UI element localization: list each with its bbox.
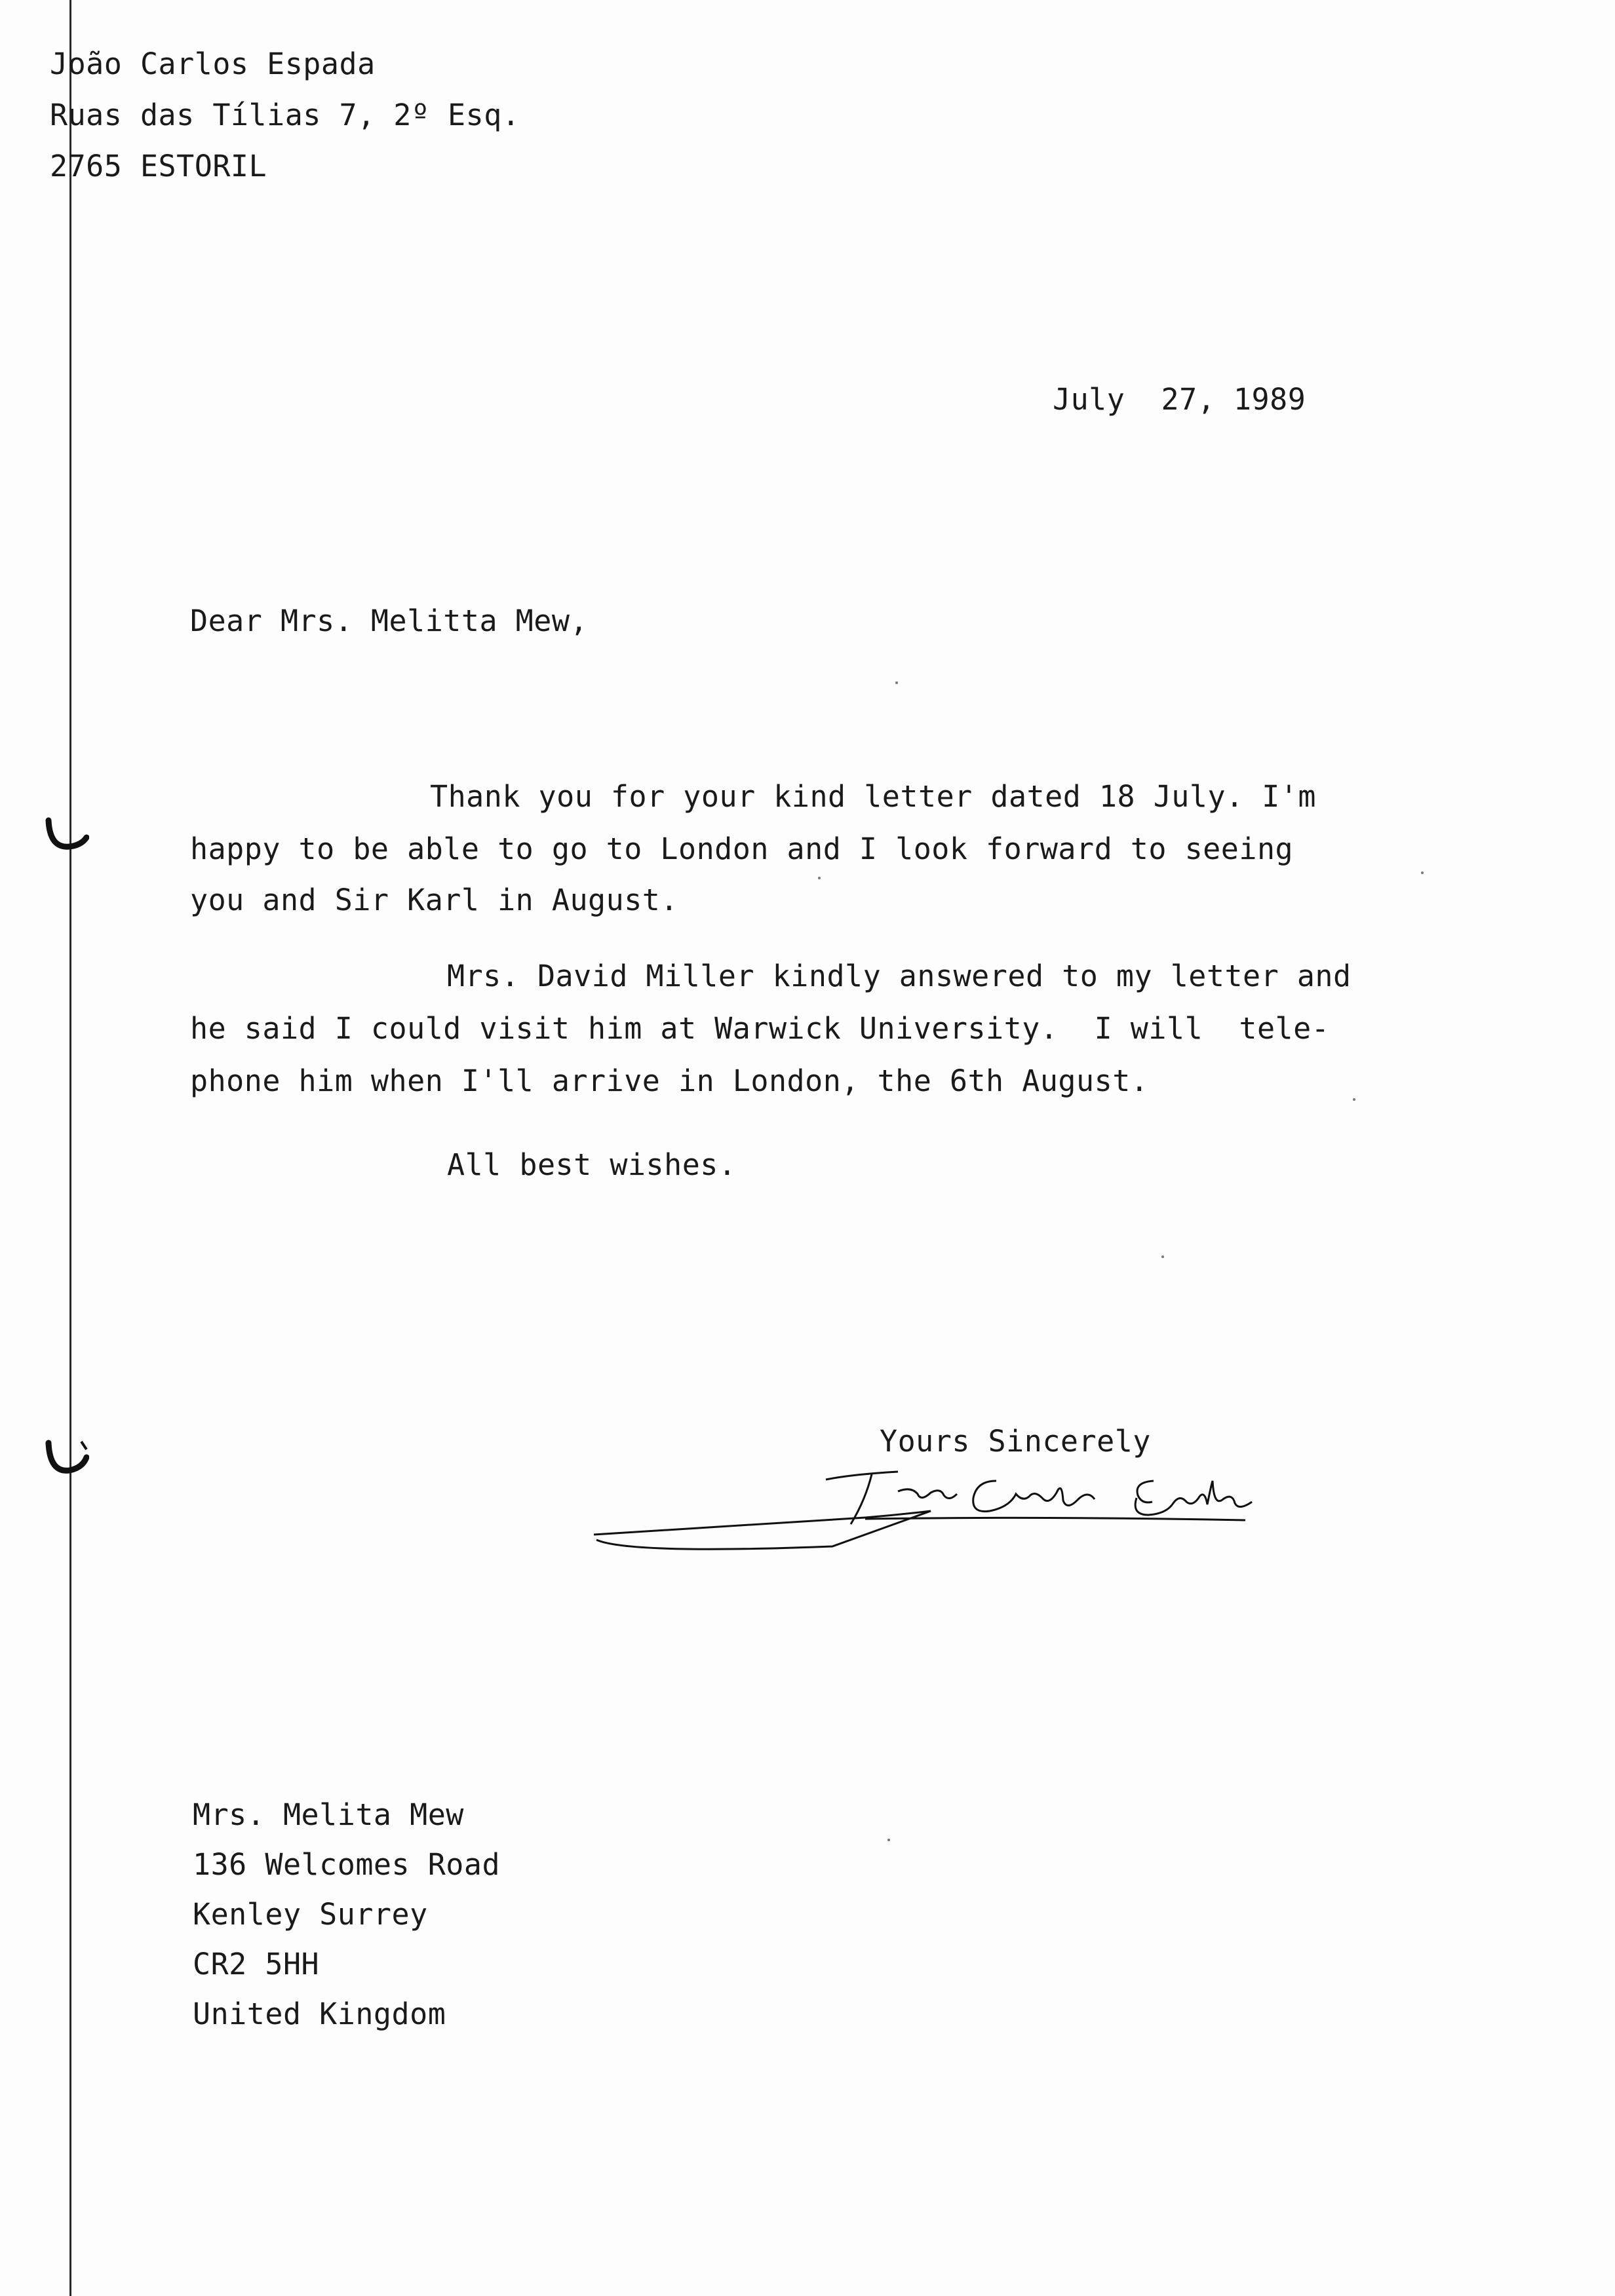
binding-edge-line bbox=[69, 0, 71, 2296]
recipient-country: United Kingdom bbox=[193, 1997, 446, 2031]
paper-speck bbox=[895, 681, 898, 684]
closing: Yours Sincerely bbox=[880, 1424, 1151, 1459]
body-paragraph-2-line: Mrs. David Miller kindly answered to my letter and bbox=[447, 959, 1352, 993]
paper-speck bbox=[1161, 1255, 1164, 1258]
punch-hole-mark-icon bbox=[43, 1435, 89, 1481]
paper-speck bbox=[1421, 871, 1424, 874]
recipient-street: 136 Welcomes Road bbox=[193, 1847, 501, 1882]
paper-speck bbox=[1353, 1098, 1355, 1101]
body-paragraph-2-line: phone him when I'll arrive in London, the 6th August. bbox=[190, 1063, 1149, 1098]
letter-date: July 27, 1989 bbox=[1053, 382, 1306, 417]
body-paragraph-1-line: happy to be able to go to London and I look forward to seeing bbox=[190, 832, 1294, 866]
sender-city: 2765 ESTORIL bbox=[50, 149, 267, 183]
handwritten-signature bbox=[590, 1461, 1311, 1559]
sender-street: Ruas das Tílias 7, 2º Esq. bbox=[50, 98, 520, 132]
sender-name: João Carlos Espada bbox=[50, 47, 376, 81]
body-paragraph-1-line: you and Sir Karl in August. bbox=[190, 883, 678, 917]
recipient-postcode: CR2 5HH bbox=[193, 1947, 320, 1981]
punch-hole-mark-icon bbox=[43, 813, 89, 858]
recipient-name: Mrs. Melita Mew bbox=[193, 1797, 464, 1832]
paper-speck bbox=[818, 877, 821, 879]
body-paragraph-3: All best wishes. bbox=[447, 1147, 737, 1182]
salutation: Dear Mrs. Melitta Mew, bbox=[190, 603, 589, 638]
body-paragraph-1-line: Thank you for your kind letter dated 18 July. I'm bbox=[430, 779, 1317, 814]
paper-speck bbox=[887, 1839, 890, 1841]
body-paragraph-2-line: he said I could visit him at Warwick University. I will tele- bbox=[190, 1011, 1330, 1046]
recipient-town: Kenley Surrey bbox=[193, 1897, 428, 1932]
